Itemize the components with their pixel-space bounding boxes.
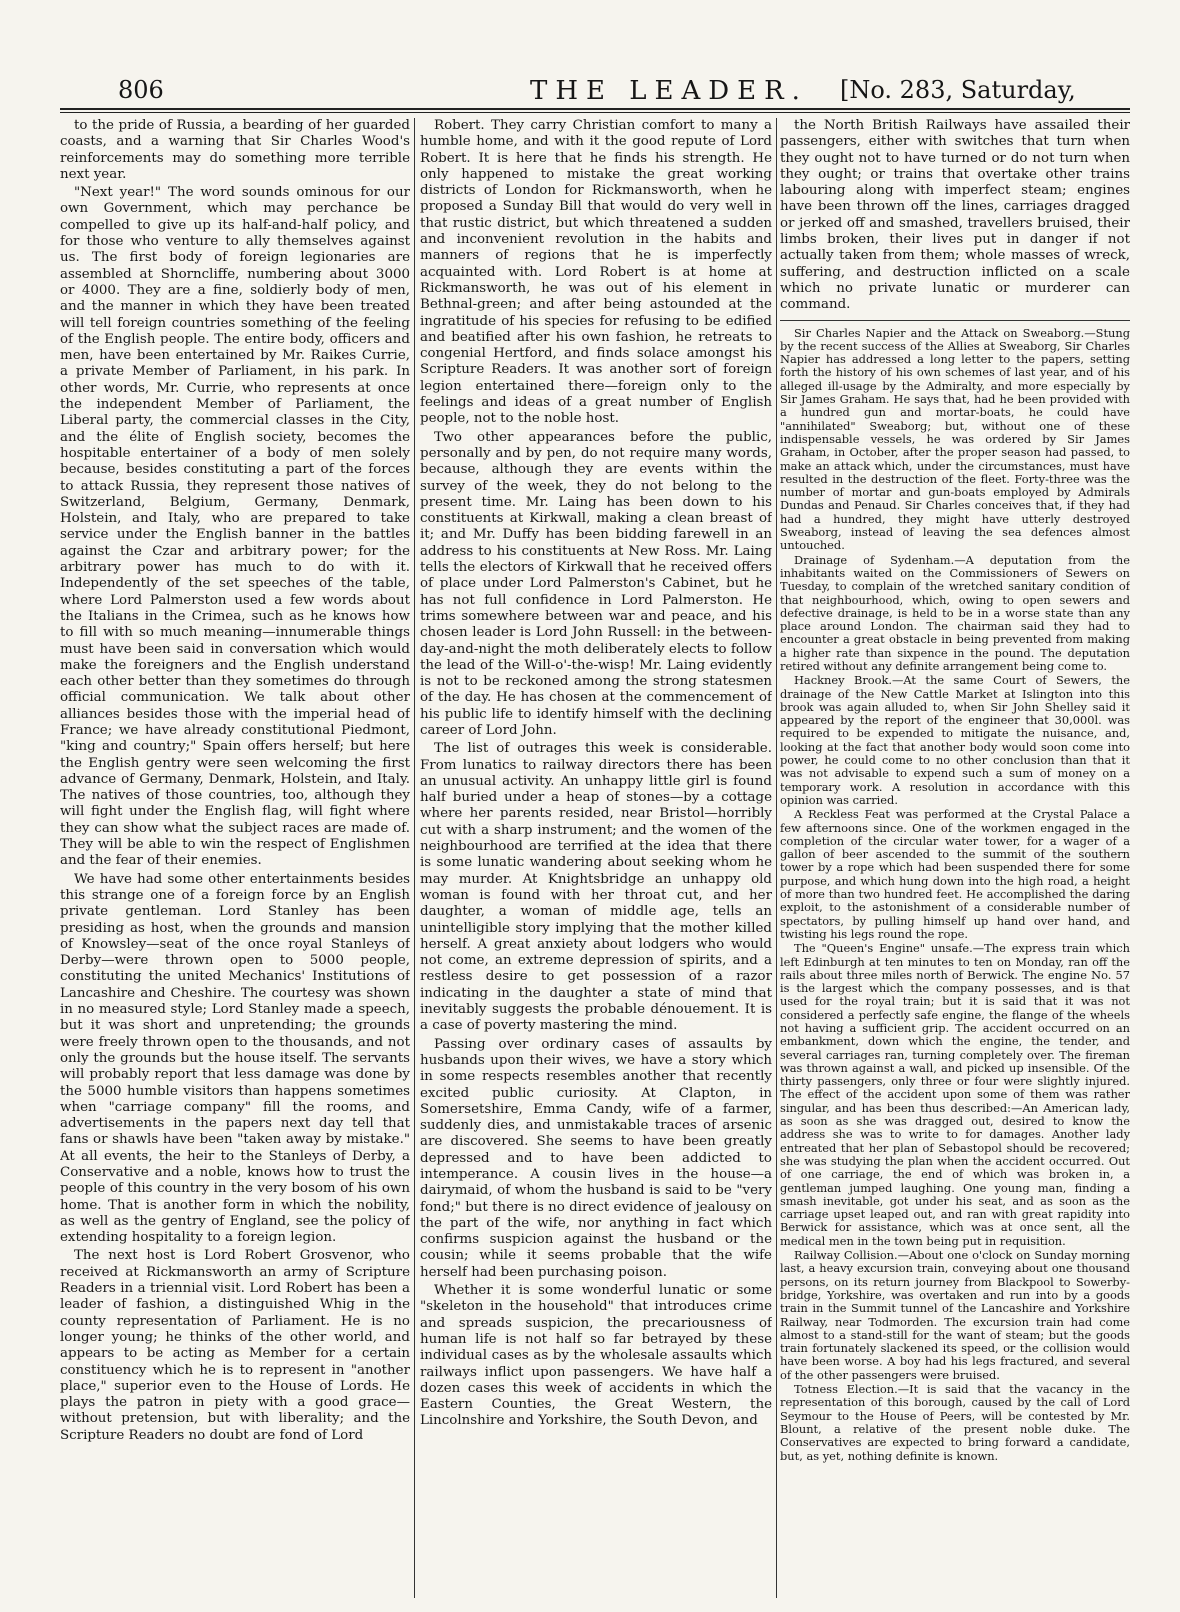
header-rule — [60, 108, 1130, 110]
news-brief: A Reckless Feat was performed at the Crystal Palace a few afternoons since. One of the workmen engaged in the completion of the circular water tower, for a wager of a gallon of beer ascended to the summit of the southern tower by a rope which had been suspended there for some purpose, and which hung down into the high road, a height of more than two hundred feet. He accomplished the daring exploit, to the astonishment of a considerable number of spectators, by pulling himself up hand over hand, and twisting his legs round the rope. — [780, 807, 1130, 941]
paragraph: The list of outrages this week is considerable. From lunatics to railway directors there has been an unusual activity. An unhappy little girl is found half buried under a heap of stones—by a cottage where her parents resided, near Bristol—horribly cut with a sharp instrument; and the women of the neighbourhood are terrified at the idea that there is some lunatic wandering about seeking whom he may murder. At Knightsbridge an unhappy old woman is found with her throat cut, and her daughter, a woman of middle age, tells an unintelligible story implying that the mother killed herself. A great anxiety about lodgers who would not come, an extreme depression of spirits, and a restless desire to get possession of a razor indicating in the daughter a state of mind that inevitably suggests the probable dénouement. It is a case of poverty mastering the mind. — [420, 741, 772, 1034]
paragraph: We have had some other entertainments besides this strange one of a foreign force by an English private gentleman. Lord Stanley has been presiding as host, when the grounds and mansion of Knowsley—seat of the once royal Stanleys of Derby—were thrown open to 5000 people, constituting the united Mechanics' Institutions of Lancashire and Cheshire. The courtesy was shown in no measured style; Lord Stanley made a speech, but it was short and unpretending; the grounds were freely thrown open to the thousands, and not only the grounds but the house itself. The servants will probably report that less damage was done by the 5000 humble visitors than happens sometimes when "carriage company" fill the rooms, and advertisements in the papers next day tell that fans or shawls have been "taken away by mistake." At all events, the heir to the Stanleys of Derby, a Conservative and a noble, knows how to trust the people of this country in the very bosom of his own home. That is another form in which the nobility, as well as the gentry of England, see the policy of extending hospitality to a foreign legion. — [60, 871, 410, 1246]
paragraph: Whether it is some wonderful lunatic or some "skeleton in the household" that introduces crime and spreads suspicion, the precariousness of human life is not half so far betrayed by these individual cases as by the wholesale assaults which railways inflict upon passengers. We have half a dozen cases this week of accidents in which the Eastern Counties, the Great Western, the Lincolnshire and Yorkshire, the South Devon, and — [420, 1283, 772, 1429]
paragraph: the North British Railways have assailed their passengers, either with switches that turn when they ought not to have turned or do not turn when they ought; or trains that overtake other trains labouring along with imperfect steam; engines have been thrown off the lines, carriages dragged or jerked off and smashed, travellers bruised, their limbs broken, their lives put in danger if not actually taken from them; whole masses of wreck, suffering, and destruction inflicted on a scale which no private lunatic or murderer can command. — [780, 118, 1130, 313]
news-brief: Hackney Brook.—At the same Court of Sewers, the drainage of the New Cattle Market at Islington into this brook was again alluded to, when Sir John Shelley said it appeared by the report of the engineer that 30,000l. was required to be expended to mitigate the nuisance, and, looking at the fact that another body would soon come into power, he could come to no other conclusion than that it was not advisable to expend such a sum of money on a temporary work. A resolution in accordance with this opinion was carried. — [780, 673, 1130, 807]
column-3 — [780, 118, 1130, 1598]
issue-info: [No. 283, Saturday, — [840, 76, 1076, 104]
masthead-title: THE LEADER. — [530, 76, 808, 106]
column-divider — [776, 118, 777, 1598]
section-rule — [780, 320, 1130, 321]
news-brief: Totness Election.—It is said that the vacancy in the representation of this borough, caused by the call of Lord Seymour to the House of Peers, will be contested by Mr. Blount, a relative of the present noble duke. The Conservatives are expected to bring forward a candidate, but, as yet, nothing definite is known. — [780, 1382, 1130, 1463]
column-divider — [414, 118, 415, 1598]
news-brief: Sir Charles Napier and the Attack on Sweaborg.—Stung by the recent success of the Allies at Sweaborg, Sir Charles Napier has addressed a long letter to the papers, setting forth the history of his own schemes of last year, and of his alleged ill-usage by the Admiralty, and more especially by Sir James Graham. He says that, had he been provided with a hundred gun and mortar-boats, he could have "annihilated" Sweaborg; but, without one of these indispensable vessels, he was ordered by Sir James Graham, in October, after the proper season had passed, to make an attack which, under the circumstances, must have resulted in the destruction of the fleet. Forty-three was the number of mortar and gun-boats employed by Admirals Dundas and Penaud. Sir Charles conceives that, if they had had a hundred, they might have utterly destroyed Sweaborg, instead of leaving the sea defences almost untouched. — [780, 325, 1130, 553]
paragraph: Two other appearances before the public, personally and by pen, do not require many words, because, although they are events within the survey of the week, they do not belong to the present time. Mr. Laing has been down to his constituents at Kirkwall, making a clean breast of it; and Mr. Duffy has been bidding farewell in an address to his constituents at New Ross. Mr. Laing tells the electors of Kirkwall that he received offers of place under Lord Palmerston's Cabinet, but he has not full confidence in Lord Palmerston. He trims somewhere between war and peace, and his chosen leader is Lord John Russell: in the between-day-and-night the moth deliberately elects to follow the lead of the Will-o'-the-wisp! Mr. Laing evidently is not to be reckoned among the strong statesmen of the day. He has chosen at the commencement of his public life to identify himself with the declining career of Lord John. — [420, 429, 772, 738]
page-header — [60, 76, 1130, 106]
paragraph: Robert. They carry Christian comfort to many a humble home, and with it the good repute of Lord Robert. It is here that he finds his strength. He only happened to mistake the great working districts of London for Rickmansworth, when he proposed a Sunday Bill that would do very well in that rustic district, but which threatened a sudden and inconvenient revolution in the habits and manners of regions that he is imperfectly acquainted with. Lord Robert is at home at Rickmansworth, he was out of his element in Bethnal-green; and after being astounded at the ingratitude of his species for refusing to be edified and beatified after his own fashion, he retreats to congenial Hertford, and finds solace amongst his Scripture Readers. It was another sort of foreign legion entertained there—foreign only to the feelings and ideas of a great number of English people, not to the noble host. — [420, 118, 772, 427]
header-rule-thin — [60, 112, 1130, 113]
news-brief: The "Queen's Engine" unsafe.—The express train which left Edinburgh at ten minutes to ten on Monday, ran off the rails about three miles north of Berwick. The engine No. 57 is the largest which the company possesses, and is that used for the royal train; but it is said that it was not considered a perfectly safe engine, the flange of the wheels not having a sufficient grip. The accident occurred on an embankment, down which the engine, the tender, and several carriages ran, turning completely over. The fireman was thrown against a wall, and picked up insensible. Of the thirty passengers, only three or four were slightly injured. The effect of the accident upon some of them was rather singular, and has been thus described:—An American lady, as soon as she was dragged out, desired to know the address she was to write to for damages. Another lady entreated that her plan of Sebastopol should be recovered; she was studying the plan when the accident occurred. Out of one carriage, the end of which was broken in, a gentleman jumped laughing. One young man, finding a smash inevitable, got under his seat, and as soon as the carriage upset leaped out, and ran with great rapidity into Berwick for assistance, which was at once sent, all the medical men in the town being put in requisition. — [780, 941, 1130, 1248]
news-brief: Railway Collision.—About one o'clock on Sunday morning last, a heavy excursion train, conveying about one thousand persons, on its return journey from Blackpool to Sowerby-bridge, Yorkshire, was overtaken and run into by a goods train in the Summit tunnel of the Lancashire and Yorkshire Railway, near Todmorden. The excursion train had come almost to a stand-still for the want of steam; but the goods train fortunately slackened its speed, or the collision would have been worse. A boy had his legs fractured, and several of the other passengers were bruised. — [780, 1248, 1130, 1382]
news-briefs — [780, 327, 1130, 1463]
paragraph: The next host is Lord Robert Grosvenor, who received at Rickmansworth an army of Scripture Readers in a triennial visit. Lord Robert has been a leader of fashion, a distinguished Whig in the county representation of Parliament. He is no longer young; he thinks of the other world, and appears to be acting as Member for a certain constituency which he is to represent in "another place," superior even to the House of Lords. He plays the patron in piety with a good grace—without pretension, but with liberality; and the Scripture Readers no doubt are fond of Lord — [60, 1248, 410, 1443]
news-brief: Drainage of Sydenham.—A deputation from the inhabitants waited on the Commissioners of Sewers on Tuesday, to complain of the wretched sanitary condition of that neighbourhood, which, owing to open sewers and defective drainage, is held to be in a worse state than any place around London. The chairman said they had to encounter a great obstacle in being prevented from making a higher rate than sixpence in the pound. The deputation retired without any definite arrangement being come to. — [780, 552, 1130, 673]
paragraph: "Next year!" The word sounds ominous for our own Government, which may perchance be compelled to give up its half-and-half policy, and for those who venture to ally themselves against us. The first body of foreign legionaries are assembled at Shorncliffe, numbering about 3000 or 4000. They are a fine, soldierly body of men, and the manner in which they have been treated will tell foreign countries something of the feeling of the English people. The entire body, officers and men, have been entertained by Mr. Raikes Currie, a private Member of Parliament, in his park. In other words, Mr. Currie, who represents at once the independent Member of Parliament, the Liberal party, the commercial classes in the City, and the élite of English society, becomes the hospitable entertainer of a body of men solely because, besides constituting a part of the forces to attack Russia, they represent those natives of Switzerland, Belgium, Germany, Denmark, Holstein, and Italy, who are prepared to take service under the English banner in the battles against the Czar and arbitrary power; for the arbitrary power has much to do with it. Independently of the set speeches of the table, where Lord Palmerston used a few words about the Italians in the Crimea, such as he knows how to fill with so much meaning—innumerable things must have been said in conversation which would make the foreigners and the English understand each other better than they sometimes do through official communication. We talk about other alliances besides those with the imperial head of France; we have already constitutional Piedmont, "king and country;" Spain offers herself; but here the English gentry were seen welcoming the first advance of Germany, Denmark, Holstein, and Italy. The natives of those countries, too, although they will fight under the English flag, will fight where they can show what the subject races are made of. They will be able to win the respect of Englishmen and the fear of their enemies. — [60, 185, 410, 869]
column-2 — [420, 118, 772, 1598]
paragraph: Passing over ordinary cases of assaults by husbands upon their wives, we have a story which in some respects resembles another that recently excited public curiosity. At Clapton, in Somersetshire, Emma Candy, wife of a farmer, suddenly dies, and unmistakable traces of arsenic are discovered. She seems to have been greatly depressed and to have been addicted to intemperance. A cousin lives in the house—a dairymaid, of whom the husband is said to be "very fond;" but there is no direct evidence of jealousy on the part of the wife, nor anything in fact which confirms suspicion against the husband or the cousin; while it seems probable that the wife herself had been purchasing poison. — [420, 1036, 772, 1280]
paragraph: to the pride of Russia, a bearding of her guarded coasts, and a warning that Sir Charles Wood's reinforcements may do something more terrible next year. — [60, 118, 410, 182]
column-1 — [60, 118, 410, 1598]
page-number: 806 — [118, 76, 164, 104]
